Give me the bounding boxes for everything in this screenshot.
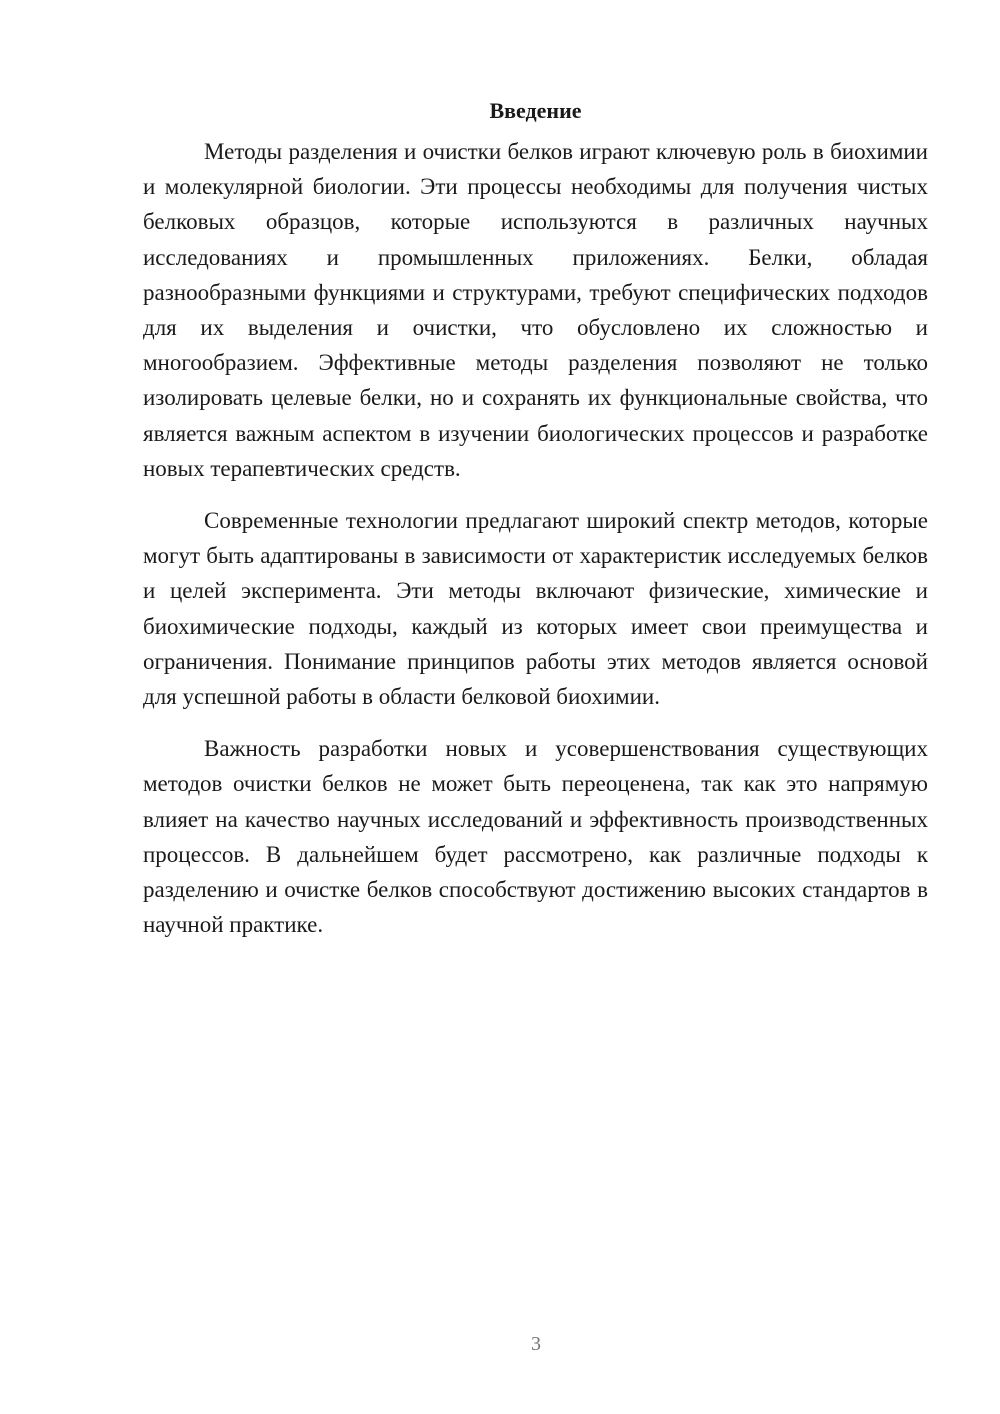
page-number: 3 bbox=[531, 1333, 541, 1355]
page-content bbox=[143, 96, 928, 959]
paragraph-2: Современные технологии предлагают широкий спектр методов, которые могут быть адаптированы в зависимости от характеристик исследуемых белков и целей эксперимента. Эти методы включают физические, химические и биохимические подходы, каждый из которых имеет свои преимущества и ограничения. Понимание принципов работы этих методов является основой для успешной работы в области белковой биохимии. bbox=[143, 508, 928, 710]
paragraph-3: Важность разработки новых и усовершенствования существующих методов очистки белков не может быть переоценена, так как это напрямую влияет на качество научных исследований и эффективность производственных процессов. В дальнейшем будет рассмотрено, как различные подходы к разделению и очистке белков способствуют достижению высоких стандартов в научной практике. bbox=[143, 736, 928, 938]
paragraph-1: Методы разделения и очистки белков играют ключевую роль в биохимии и молекулярной биологии. Эти процессы необходимы для получения чистых белковых образцов, которые используются в различных научных исследованиях и промышленных приложениях. Белки, обладая разнообразными функциями и структурами, требуют специфических подходов для их выделения и очистки, что обусловлено их сложностью и многообразием. Эффективные методы разделения позволяют не только изолировать целевые белки, но и сохранять их функциональные свойства, что является важным аспектом в изучении биологических процессов и разработке новых терапевтических средств. bbox=[143, 139, 928, 481]
section-title: Введение bbox=[489, 98, 582, 123]
